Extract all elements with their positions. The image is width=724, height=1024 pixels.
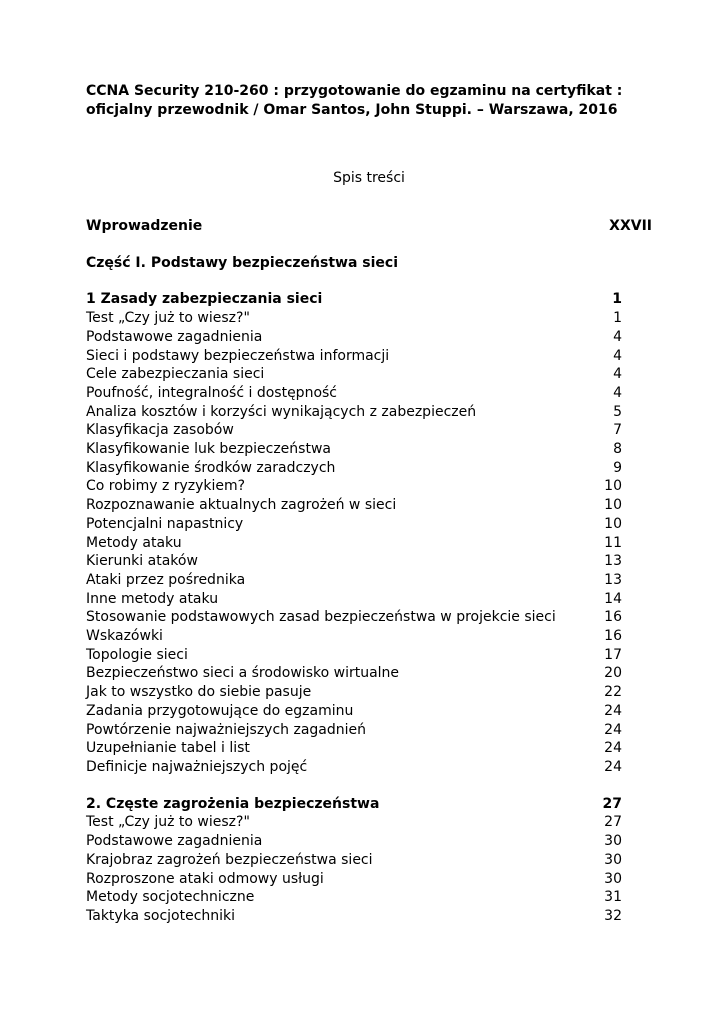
toc-entry-page: 24 <box>604 721 622 738</box>
toc-entry-page: 27 <box>604 814 622 831</box>
toc-chapter-2-items <box>86 813 652 925</box>
toc-heading: Spis treści <box>333 170 405 186</box>
toc-entry <box>86 421 652 440</box>
toc-entry-page: 11 <box>604 534 622 551</box>
toc-chapter-page: 27 <box>602 795 622 812</box>
toc-chapter-1-items <box>86 309 652 777</box>
toc-entry-label: Rozpoznawanie aktualnych zagrożeń w sieci <box>86 497 397 514</box>
toc-entry-label: Klasyfikowanie środków zaradczych <box>86 459 336 476</box>
toc-part-heading <box>86 254 652 273</box>
toc-entry-label: Klasyfikowanie luk bezpieczeństwa <box>86 441 331 458</box>
toc-entry-page: 24 <box>604 740 622 757</box>
toc-entry <box>86 534 652 553</box>
toc-entry <box>86 440 652 459</box>
toc-entry-label: Klasyfikacja zasobów <box>86 422 234 439</box>
toc-entry-page: 5 <box>613 403 622 420</box>
toc-chapter-label: 2. Częste zagrożenia bezpieczeństwa <box>86 795 380 812</box>
document-title-line1: CCNA Security 210-260 : przygotowanie do egzaminu na certyfikat : <box>86 83 623 99</box>
toc-entry <box>86 758 652 777</box>
toc-entry <box>86 683 652 702</box>
toc-entry-label: Krajobraz zagrożeń bezpieczeństwa sieci <box>86 851 373 868</box>
toc-entry-label: Taktyka socjotechniki <box>86 907 236 924</box>
toc-entry-page: 10 <box>604 497 622 514</box>
toc-entry-page: 17 <box>604 646 622 663</box>
toc-entry-page: 8 <box>613 441 622 458</box>
toc-entry-label: Rozproszone ataki odmowy usługi <box>86 870 324 887</box>
toc-entry <box>86 627 652 646</box>
toc-entry <box>86 702 652 721</box>
toc-entry-page: 10 <box>604 515 622 532</box>
toc-entry-label: Definicje najważniejszych pojęć <box>86 758 308 775</box>
toc-entry <box>86 907 652 926</box>
toc-entry <box>86 664 652 683</box>
toc-entry-page: 4 <box>613 347 622 364</box>
toc-chapter-label: 1 Zasady zabezpieczania sieci <box>86 291 323 308</box>
toc-entry-label: Test „Czy już to wiesz?" <box>86 310 250 327</box>
toc-entry <box>86 515 652 534</box>
toc-entry <box>86 888 652 907</box>
toc-entry-page: 24 <box>604 702 622 719</box>
toc-entry-page: 30 <box>604 851 622 868</box>
toc-entry-label: Jak to wszystko do siebie pasuje <box>86 684 312 701</box>
toc-entry <box>86 328 652 347</box>
toc-entry-page: 13 <box>604 553 622 570</box>
toc-chapter-2 <box>86 795 652 814</box>
toc-entry <box>86 813 652 832</box>
toc-entry-label: Analiza kosztów i korzyści wynikających z zabezpieczeń <box>86 403 477 420</box>
document-page <box>86 82 652 926</box>
toc-entry <box>86 832 652 851</box>
toc-entry-label: Topologie sieci <box>86 646 188 663</box>
toc-entry-label: Zadania przygotowujące do egzaminu <box>86 702 354 719</box>
toc-entry-page: XXVII <box>609 218 652 234</box>
toc-chapter-page: 1 <box>612 291 622 308</box>
toc-entry-label: Cele zabezpieczania sieci <box>86 366 265 383</box>
toc-entry-label: Bezpieczeństwo sieci a środowisko wirtualne <box>86 665 400 682</box>
toc-entry <box>86 347 652 366</box>
toc-entry-page: 32 <box>604 907 622 924</box>
toc-entry-label: Kierunki ataków <box>86 553 198 570</box>
toc-entry <box>86 870 652 889</box>
toc-chapter-1 <box>86 290 652 309</box>
toc-entry-page: 10 <box>604 478 622 495</box>
toc-entry-label: Co robimy z ryzykiem? <box>86 478 246 495</box>
toc-entry-page: 20 <box>604 665 622 682</box>
toc-entry <box>86 309 652 328</box>
toc-entry-label: Wprowadzenie <box>86 218 203 234</box>
toc-entry <box>86 459 652 478</box>
toc-entry-page: 30 <box>604 833 622 850</box>
toc-entry <box>86 608 652 627</box>
toc-entry-label: Test „Czy już to wiesz?" <box>86 814 250 831</box>
toc-entry-page: 9 <box>613 459 622 476</box>
toc-entry-page: 7 <box>613 422 622 439</box>
toc-entry-page: 22 <box>604 684 622 701</box>
toc-entry-label: Podstawowe zagadnienia <box>86 833 263 850</box>
toc-entry-page: 16 <box>604 609 622 626</box>
toc-entry <box>86 571 652 590</box>
toc-part-label: Część I. Podstawy bezpieczeństwa sieci <box>86 254 399 271</box>
toc-entry-page: 13 <box>604 571 622 588</box>
toc-entry-label: Uzupełnianie tabel i list <box>86 740 250 757</box>
toc-entry-page: 14 <box>604 590 622 607</box>
toc-entry <box>86 384 652 403</box>
toc-entry-label: Stosowanie podstawowych zasad bezpieczeństwa w projekcie sieci <box>86 609 556 626</box>
toc-entry-label: Poufność, integralność i dostępność <box>86 384 338 401</box>
toc-entry-label: Metody socjotechniczne <box>86 889 255 906</box>
toc-entry-label: Inne metody ataku <box>86 590 219 607</box>
toc-entry <box>86 721 652 740</box>
document-title-line2: oficjalny przewodnik / Omar Santos, John Stuppi. – Warszawa, 2016 <box>86 102 618 118</box>
toc-entry <box>86 646 652 665</box>
toc-entry-page: 1 <box>613 310 622 327</box>
toc-entry <box>86 477 652 496</box>
toc-entry-page: 4 <box>613 366 622 383</box>
toc-entry-label: Sieci i podstawy bezpieczeństwa informacji <box>86 347 390 364</box>
toc-entry-intro <box>86 217 652 236</box>
toc-entry <box>86 851 652 870</box>
toc-entry-label: Ataki przez pośrednika <box>86 571 246 588</box>
toc-entry-page: 30 <box>604 870 622 887</box>
toc-entry-page: 4 <box>613 328 622 345</box>
toc-entry <box>86 496 652 515</box>
toc-entry-page: 31 <box>604 889 622 906</box>
toc-entry-page: 16 <box>604 628 622 645</box>
toc-entry <box>86 590 652 609</box>
toc-entry <box>86 739 652 758</box>
toc-entry-page: 4 <box>613 384 622 401</box>
toc-entry-label: Metody ataku <box>86 534 182 551</box>
toc-entry <box>86 552 652 571</box>
toc-entry-label: Wskazówki <box>86 628 163 645</box>
toc-entry-label: Podstawowe zagadnienia <box>86 328 263 345</box>
toc-entry <box>86 403 652 422</box>
toc-entry-label: Potencjalni napastnicy <box>86 515 244 532</box>
toc-entry-page: 24 <box>604 758 622 775</box>
toc-entry-label: Powtórzenie najważniejszych zagadnień <box>86 721 367 738</box>
toc-entry <box>86 365 652 384</box>
